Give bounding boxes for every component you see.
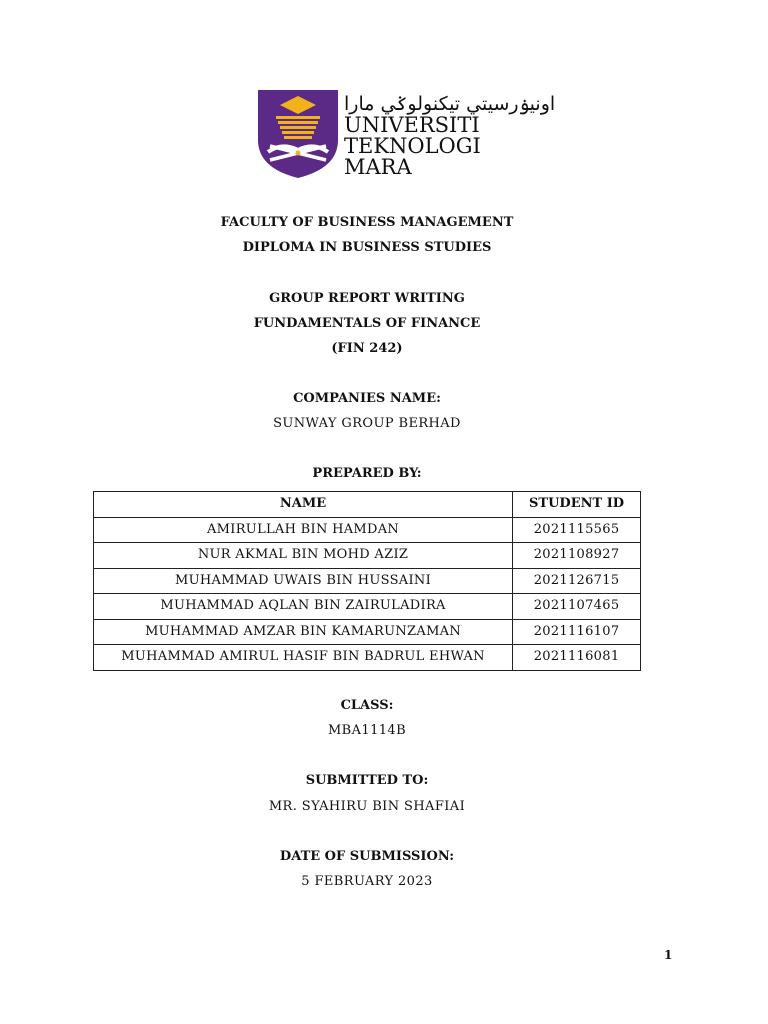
submitted-to-label: SUBMITTED TO:	[305, 773, 429, 788]
table-row	[94, 594, 641, 620]
member-name: MUHAMMAD UWAIS BIN HUSSAINI	[94, 568, 513, 594]
member-name: NUR AKMAL BIN MOHD AZIZ	[94, 543, 513, 569]
faculty-name: FACULTY OF BUSINESS MANAGEMENT	[220, 215, 514, 230]
member-id: 2021107465	[513, 594, 641, 620]
table-row	[94, 619, 641, 645]
member-name: MUHAMMAD AMIRUL HASIF BIN BADRUL EHWAN	[94, 645, 513, 671]
members-table	[93, 491, 641, 671]
table-row	[94, 568, 641, 594]
course-code: (FIN 242)	[331, 341, 403, 356]
member-id: 2021115565	[513, 517, 641, 543]
submission-date-value: 5 FEBRUARY 2023	[301, 874, 433, 889]
prepared-by-label: PREPARED BY:	[312, 466, 422, 481]
member-id: 2021108927	[513, 543, 641, 569]
member-id: 2021116081	[513, 645, 641, 671]
member-name: MUHAMMAD AMZAR BIN KAMARUNZAMAN	[94, 619, 513, 645]
logo-arabic-text: اونيۏرسيتي تيکنولوݢي مارا	[344, 93, 556, 115]
logo-line-3: MARA	[344, 155, 412, 179]
company-name: SUNWAY GROUP BERHAD	[273, 416, 461, 431]
table-row	[94, 645, 641, 671]
submission-date-label: DATE OF SUBMISSION:	[279, 849, 455, 864]
table-row	[94, 517, 641, 543]
logo-line-1: UNIVERSITI	[344, 113, 480, 137]
class-label: CLASS:	[340, 698, 394, 713]
logo-line-2: TEKNOLOGI	[344, 134, 481, 158]
class-value: MBA1114B	[327, 723, 407, 738]
university-logo	[256, 86, 556, 180]
column-header-name: NAME	[94, 492, 513, 518]
member-name: AMIRULLAH BIN HAMDAN	[94, 517, 513, 543]
report-type: GROUP REPORT WRITING	[269, 291, 465, 306]
table-header-row	[94, 492, 641, 518]
member-name: MUHAMMAD AQLAN BIN ZAIRULADIRA	[94, 594, 513, 620]
member-id: 2021116107	[513, 619, 641, 645]
program-name: DIPLOMA IN BUSINESS STUDIES	[242, 240, 492, 255]
company-label: COMPANIES NAME:	[293, 391, 441, 406]
submitted-to-value: MR. SYAHIRU BIN SHAFIAI	[268, 799, 466, 814]
column-header-student-id: STUDENT ID	[513, 492, 641, 518]
table-row	[94, 543, 641, 569]
course-name: FUNDAMENTALS OF FINANCE	[253, 316, 481, 331]
member-id: 2021126715	[513, 568, 641, 594]
university-shield-icon	[258, 90, 338, 178]
page-number: 1	[664, 948, 673, 962]
